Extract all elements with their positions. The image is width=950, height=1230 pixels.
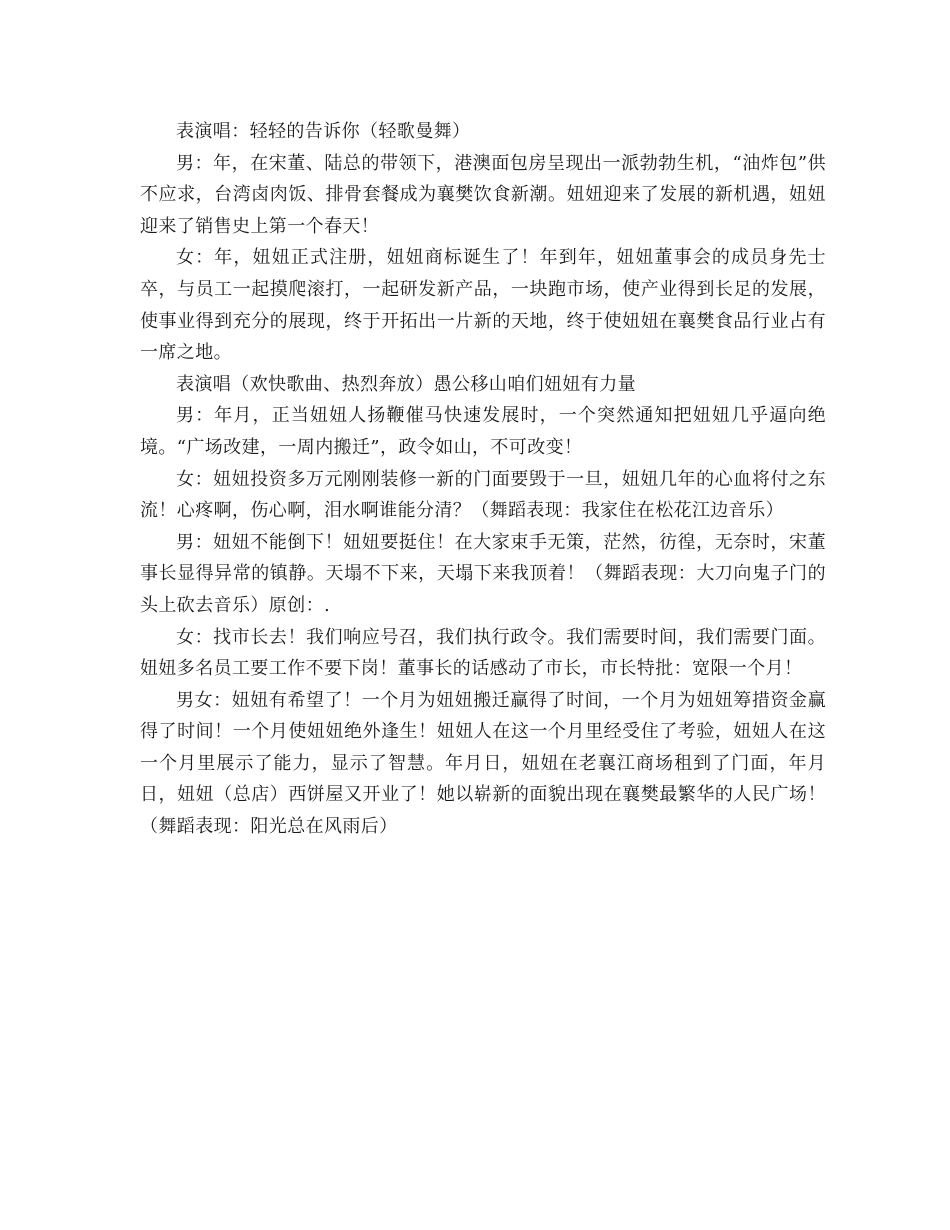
paragraph-male-narration-1: 男：年，在宋董、陆总的带领下，港澳面包房呈现出一派勃勃生机，“油炸包”供不应求，台湾卤肉饭、排骨套餐成为襄樊饮食新潮。妞妞迎来了发展的新机遇，妞妞迎来了销售史上第一个春天！ <box>140 152 826 237</box>
paragraph-male-narration-3: 男：妞妞不能倒下！妞妞要挺住！在大家束手无策，茫然，彷徨，无奈时，宋董事长显得异常的镇静。天塌不下来，天塌下来我顶着！（舞蹈表现：大刀向鬼子门的头上砍去音乐）原创：. <box>140 531 826 616</box>
paragraph-performance-title-2: 表演唱（欢快歌曲、热烈奔放）愚公移山咱们妞妞有力量 <box>176 373 636 395</box>
paragraph-duet-narration: 男女：妞妞有希望了！一个月为妞妞搬迁赢得了时间，一个月为妞妞筹措资金赢得了时间！一个月使妞妞绝外逢生！妞妞人在这一个月里经受住了考验，妞妞人在这一个月里展示了能力，显示了智慧。年月日，妞妞在老襄江商场租到了门面，年月日，妞妞（总店）西饼屋又开业了！她以崭新的面貌出现在襄樊最繁华的人民广场！（舞蹈表现：阳光总在风雨后） <box>140 689 826 838</box>
document-body <box>140 116 826 843</box>
paragraph-female-narration-1: 女：年，妞妞正式注册，妞妞商标诞生了！年到年，妞妞董事会的成员身先士卒，与员工一起摸爬滚打，一起研发新产品，一块跑市场，使产业得到长足的发展，使事业得到充分的展现，终于开拓出一片新的天地，终于使妞妞在襄樊食品行业占有一席之地。 <box>140 247 826 364</box>
paragraph-performance-title-1: 表演唱：轻轻的告诉你（轻歌曼舞） <box>176 121 471 142</box>
paragraph-female-narration-2: 女：妞妞投资多万元刚刚装修一新的门面要毁于一旦，妞妞几年的心血将付之东流！心疼啊，伤心啊，泪水啊谁能分清？（舞蹈表现：我家住在松花江边音乐） <box>140 468 826 522</box>
paragraph-male-narration-2: 男：年月，正当妞妞人扬鞭催马快速发展时，一个突然通知把妞妞几乎逼向绝境。“广场改建，一周内搬迁”，政令如山，不可改变！ <box>140 405 826 458</box>
paragraph-female-narration-3: 女：找市长去！我们响应号召，我们执行政令。我们需要时间，我们需要门面。妞妞多名员工要工作不要下岗！董事长的话感动了市长，市长特批：宽限一个月！ <box>140 626 826 680</box>
